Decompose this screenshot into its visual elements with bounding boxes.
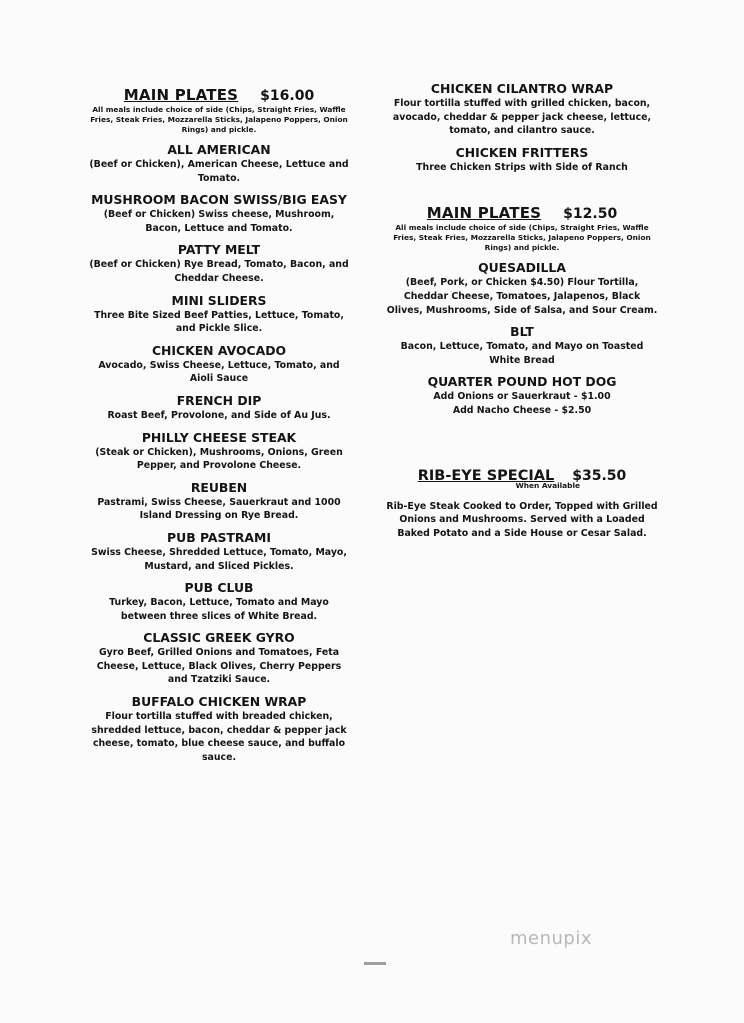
left-column [88,80,350,770]
item-name: PHILLY CHEESE STEAK [141,429,297,445]
item-name: BLT [510,324,534,340]
menu-item [88,292,350,336]
item-desc: Three Chicken Strips with Side of Ranch [416,161,628,173]
special-availability: When Available [515,480,580,490]
item-desc: (Beef or Chicken) Rye Bread, Tomato, Bacon, and Cheddar Cheese. [89,259,349,284]
item-name: BUFFALO CHICKEN WRAP [131,694,307,710]
right-column [386,80,658,540]
special-desc: Rib-Eye Steak Cooked to Order, Topped with Grilled Onions and Mushrooms. Served with a Loaded Baked Potato and a Side House or Cesar Salad. [386,500,658,539]
item-name: REUBEN [190,479,248,495]
item-desc: (Beef or Chicken), American Cheese, Lettuce and Tomato. [89,159,349,184]
item-name: CHICKEN FRITTERS [455,144,589,160]
menu-item [88,429,350,473]
section-price: $12.50 [563,206,618,223]
special-price: $35.50 [572,467,627,484]
item-desc: Flour tortilla stuffed with grilled chicken, bacon, avocado, cheddar & pepper jack cheese, lettuce, tomato, and cilantro sauce. [392,98,652,137]
item-name: FRENCH DIP [176,392,262,408]
item-name: PUB CLUB [184,580,254,596]
item-desc: Gyro Beef, Grilled Onions and Tomatoes, Feta Cheese, Lettuce, Black Olives, Cherry Peppers and Tzatziki Sauce. [96,647,342,686]
menu-item [88,342,350,386]
item-desc: Add Nacho Cheese - $2.50 [452,404,592,416]
page-mark [364,962,386,965]
main-plates-header-left [88,86,350,104]
menu-item [88,693,350,764]
menu-item [386,144,658,175]
item-name: CLASSIC GREEK GYRO [143,630,295,646]
menu-item [386,259,658,317]
item-desc: Flour tortilla stuffed with breaded chicken, shredded lettuce, bacon, cheddar & pepper jack cheese, tomato, blue cheese sauce, and buffalo sauce. [91,711,347,763]
menu-item [88,392,350,423]
item-desc: Pastrami, Swiss Cheese, Sauerkraut and 1000 Island Dressing on Rye Bread. [97,496,341,522]
section-title: MAIN PLATES [426,204,542,223]
item-desc: Swiss Cheese, Shredded Lettuce, Tomato, Mayo, Mustard, and Sliced Pickles. [91,546,347,572]
item-desc: Turkey, Bacon, Lettuce, Tomato and Mayo between three slices of White Bread. [109,597,329,622]
main-plates-header-right [386,204,658,222]
item-name: ALL AMERICAN [167,142,271,157]
item-desc: Three Bite Sized Beef Patties, Lettuce, Tomato, and Pickle Slice. [94,309,344,335]
special-title: RIB-EYE SPECIAL [417,467,555,484]
section-price: $16.00 [260,88,315,104]
menu-item [88,141,350,185]
menu-item [88,479,350,523]
menu-item [386,373,658,417]
menu-item [386,80,658,138]
item-desc: Avocado, Swiss Cheese, Lettuce, Tomato, and Aioli Sauce [98,359,340,385]
menu-item [88,529,350,573]
menu-item [386,323,658,367]
item-name: MINI SLIDERS [171,292,267,308]
menu-item [88,191,350,235]
item-desc: Add Onions or Sauerkraut - $1.00 [433,391,611,403]
item-desc: (Beef or Chicken) Swiss cheese, Mushroom, Bacon, Lettuce and Tomato. [103,209,335,234]
item-desc: (Steak or Chicken), Mushrooms, Onions, Green Pepper, and Provolone Cheese. [95,446,343,472]
menu-item [88,629,350,687]
item-name: CHICKEN AVOCADO [151,342,287,358]
item-desc: Bacon, Lettuce, Tomato, and Mayo on Toasted White Bread [400,341,644,366]
item-name: PUB PASTRAMI [167,529,271,545]
section-title: MAIN PLATES [123,86,239,104]
item-desc: Roast Beef, Provolone, and Side of Au Jus. [107,409,331,421]
menu-item [88,241,350,285]
item-name: PATTY MELT [177,242,261,258]
section-note: All meals include choice of side (Chips, Straight Fries, Waffle Fries, Steak Fries, Mozzarella Sticks, Jalapeno Poppers, Onion Rings) and pickle. [393,223,651,253]
menu-item [88,579,350,623]
menupix-watermark: menupix [510,928,593,949]
item-name: QUARTER POUND HOT DOG [427,374,617,390]
item-desc: (Beef, Pork, or Chicken $4.50) Flour Tortilla, Cheddar Cheese, Tomatoes, Jalapenos, Black Olives, Mushrooms, Side of Salsa, and Sour Cream. [386,277,658,316]
item-name: QUESADILLA [478,260,566,276]
item-name: MUSHROOM BACON SWISS/BIG EASY [91,192,347,208]
section-note: All meals include choice of side (Chips, Straight Fries, Waffle Fries, Steak Fries, Mozzarella Sticks, Jalapeno Poppers, Onion Rings) and pickle. [90,105,348,134]
item-name: CHICKEN CILANTRO WRAP [430,81,614,96]
